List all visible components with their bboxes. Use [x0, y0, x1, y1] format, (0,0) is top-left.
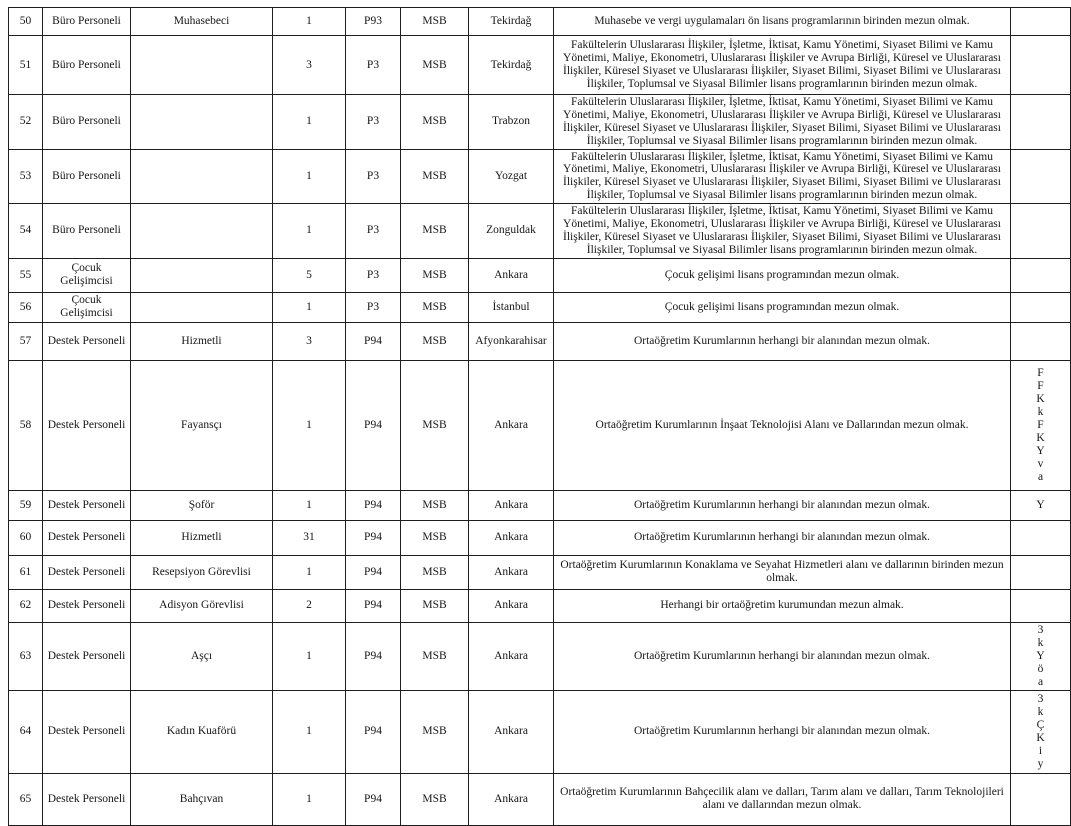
- cell-city: Ankara: [469, 360, 554, 490]
- table-row: [9, 360, 1071, 490]
- cell-institution: MSB: [401, 204, 469, 259]
- cell-city: Ankara: [469, 690, 554, 773]
- cell-clipped-next-column: [1011, 95, 1071, 150]
- cell-personnel-type: Büro Personeli: [43, 8, 131, 36]
- cell-position-title: Şoför: [131, 490, 273, 520]
- cell-position-title: Adisyon Görevlisi: [131, 589, 273, 622]
- cell-clipped-next-column: Y: [1011, 490, 1071, 520]
- cell-personnel-type: Büro Personeli: [43, 204, 131, 259]
- cell-qualification-text: Çocuk gelişimi lisans programından mezun olmak.: [554, 292, 1011, 322]
- cell-position-count: 1: [273, 95, 346, 150]
- cell-qualification-text: Fakültelerin Uluslararası İlişkiler, İşletme, İktisat, Kamu Yönetimi, Siyaset Bilimi ve Kamu Yönetimi, Maliye, Ekonometri, Uluslararası İlişkiler ve Avrupa Birliği, Küresel ve Uluslararası İlişkiler, Küresel Siyaset ve Uluslararası İlişkiler, Siyaset Bilimi, Siyaset Bilimi ve Uluslararası İlişkiler, Toplumsal ve Siyasal Bilimler lisans programlarının birinden mezun olmak.: [554, 204, 1011, 259]
- cell-position-title: [131, 258, 273, 292]
- cell-clipped-next-column: 3 k Ç K i y: [1011, 690, 1071, 773]
- cell-institution: MSB: [401, 490, 469, 520]
- cell-position-count: 1: [273, 204, 346, 259]
- cell-qualification-text: Fakültelerin Uluslararası İlişkiler, İşletme, İktisat, Kamu Yönetimi, Siyaset Bilimi ve Kamu Yönetimi, Maliye, Ekonometri, Uluslararası İlişkiler ve Avrupa Birliği, Küresel ve Uluslararası İlişkiler, Küresel Siyaset ve Uluslararası İlişkiler, Siyaset Bilimi, Siyaset Bilimi ve Uluslararası İlişkiler, Toplumsal ve Siyasal Bilimler lisans programlarının birinden mezun olmak.: [554, 95, 1011, 150]
- cell-position-count: 5: [273, 258, 346, 292]
- cell-qualification-text: Ortaöğretim Kurumlarının İnşaat Teknolojisi Alanı ve Dallarından mezun olmak.: [554, 360, 1011, 490]
- cell-clipped-next-column: 3 k Y ö a: [1011, 622, 1071, 690]
- cell-position-count: 1: [273, 360, 346, 490]
- cell-position-count: 1: [273, 622, 346, 690]
- cell-position-count: 1: [273, 8, 346, 36]
- cell-institution: MSB: [401, 360, 469, 490]
- cell-row-number: 52: [9, 95, 43, 150]
- positions-table: [8, 7, 1071, 826]
- cell-clipped-next-column: F F K k F K Y v a: [1011, 360, 1071, 490]
- cell-city: Ankara: [469, 622, 554, 690]
- table-row: [9, 690, 1071, 773]
- cell-city: Ankara: [469, 773, 554, 825]
- cell-personnel-type: Destek Personeli: [43, 589, 131, 622]
- cell-qualification-text: Ortaöğretim Kurumlarının Konaklama ve Seyahat Hizmetleri alanı ve dallarının birinden mezun olmak.: [554, 555, 1011, 589]
- cell-institution: MSB: [401, 589, 469, 622]
- cell-row-number: 65: [9, 773, 43, 825]
- cell-personnel-type: Destek Personeli: [43, 555, 131, 589]
- cell-row-number: 60: [9, 520, 43, 555]
- cell-exam-code: P94: [346, 490, 401, 520]
- cell-exam-code: P93: [346, 8, 401, 36]
- cell-qualification-text: Çocuk gelişimi lisans programından mezun olmak.: [554, 258, 1011, 292]
- cell-personnel-type: Büro Personeli: [43, 149, 131, 204]
- cell-position-title: Hizmetli: [131, 520, 273, 555]
- cell-personnel-type: Destek Personeli: [43, 322, 131, 360]
- cell-clipped-next-column: [1011, 292, 1071, 322]
- cell-position-count: 1: [273, 690, 346, 773]
- cell-city: Ankara: [469, 490, 554, 520]
- cell-clipped-next-column: [1011, 520, 1071, 555]
- cell-position-title: Muhasebeci: [131, 8, 273, 36]
- cell-qualification-text: Fakültelerin Uluslararası İlişkiler, İşletme, İktisat, Kamu Yönetimi, Siyaset Bilimi ve Kamu Yönetimi, Maliye, Ekonometri, Uluslararası İlişkiler ve Avrupa Birliği, Küresel ve Uluslararası İlişkiler, Küresel Siyaset ve Uluslararası İlişkiler, Siyaset Bilimi, Siyaset Bilimi ve Uluslararası İlişkiler, Toplumsal ve Siyasal Bilimler lisans programlarının birinden mezun olmak.: [554, 149, 1011, 204]
- cell-position-title: [131, 149, 273, 204]
- cell-institution: MSB: [401, 520, 469, 555]
- cell-clipped-next-column: [1011, 773, 1071, 825]
- cell-personnel-type: Çocuk Gelişimcisi: [43, 258, 131, 292]
- cell-position-title: Fayansçı: [131, 360, 273, 490]
- cell-row-number: 61: [9, 555, 43, 589]
- cell-clipped-next-column: [1011, 149, 1071, 204]
- cell-position-title: Bahçıvan: [131, 773, 273, 825]
- table-row: [9, 490, 1071, 520]
- table-row: [9, 204, 1071, 259]
- cell-city: Ankara: [469, 555, 554, 589]
- cell-personnel-type: Çocuk Gelişimcisi: [43, 292, 131, 322]
- cell-qualification-text: Ortaöğretim Kurumlarının herhangi bir alanından mezun olmak.: [554, 322, 1011, 360]
- cell-position-count: 2: [273, 589, 346, 622]
- cell-clipped-next-column: [1011, 322, 1071, 360]
- cell-position-title: [131, 95, 273, 150]
- cell-personnel-type: Destek Personeli: [43, 520, 131, 555]
- cell-row-number: 57: [9, 322, 43, 360]
- cell-row-number: 64: [9, 690, 43, 773]
- cell-institution: MSB: [401, 149, 469, 204]
- cell-exam-code: P94: [346, 360, 401, 490]
- cell-qualification-text: Ortaöğretim Kurumlarının herhangi bir alanından mezun olmak.: [554, 690, 1011, 773]
- cell-city: Ankara: [469, 258, 554, 292]
- cell-personnel-type: Destek Personeli: [43, 622, 131, 690]
- table-row: [9, 95, 1071, 150]
- cell-exam-code: P94: [346, 555, 401, 589]
- cell-exam-code: P3: [346, 204, 401, 259]
- cell-qualification-text: Ortaöğretim Kurumlarının herhangi bir alanından mezun olmak.: [554, 622, 1011, 690]
- cell-position-title: [131, 204, 273, 259]
- cell-row-number: 55: [9, 258, 43, 292]
- table-row: [9, 292, 1071, 322]
- cell-clipped-next-column: [1011, 555, 1071, 589]
- cell-clipped-next-column: [1011, 258, 1071, 292]
- table-row: [9, 555, 1071, 589]
- table-row: [9, 8, 1071, 36]
- cell-position-count: 31: [273, 520, 346, 555]
- cell-row-number: 56: [9, 292, 43, 322]
- cell-exam-code: P3: [346, 292, 401, 322]
- cell-city: Afyonkarahisar: [469, 322, 554, 360]
- cell-position-title: Resepsiyon Görevlisi: [131, 555, 273, 589]
- cell-institution: MSB: [401, 36, 469, 95]
- cell-position-title: Hizmetli: [131, 322, 273, 360]
- cell-exam-code: P3: [346, 149, 401, 204]
- cell-position-count: 1: [273, 149, 346, 204]
- cell-position-count: 1: [273, 773, 346, 825]
- cell-qualification-text: Ortaöğretim Kurumlarının Bahçecilik alanı ve dalları, Tarım alanı ve dalları, Tarım Teknolojileri alanı ve dallarından mezun olmak.: [554, 773, 1011, 825]
- cell-institution: MSB: [401, 622, 469, 690]
- cell-row-number: 50: [9, 8, 43, 36]
- cell-exam-code: P3: [346, 258, 401, 292]
- cell-position-count: 1: [273, 555, 346, 589]
- cell-personnel-type: Destek Personeli: [43, 773, 131, 825]
- cell-qualification-text: Fakültelerin Uluslararası İlişkiler, İşletme, İktisat, Kamu Yönetimi, Siyaset Bilimi ve Kamu Yönetimi, Maliye, Ekonometri, Uluslararası İlişkiler ve Avrupa Birliği, Küresel ve Uluslararası İlişkiler, Küresel Siyaset ve Uluslararası İlişkiler, Siyaset Bilimi, Siyaset Bilimi ve Uluslararası İlişkiler, Toplumsal ve Siyasal Bilimler lisans programlarının birinden mezun olmak.: [554, 36, 1011, 95]
- cell-clipped-next-column: [1011, 204, 1071, 259]
- cell-position-count: 1: [273, 490, 346, 520]
- cell-exam-code: P94: [346, 520, 401, 555]
- cell-clipped-next-column: [1011, 36, 1071, 95]
- cell-personnel-type: Destek Personeli: [43, 690, 131, 773]
- cell-personnel-type: Büro Personeli: [43, 36, 131, 95]
- cell-row-number: 51: [9, 36, 43, 95]
- cell-institution: MSB: [401, 322, 469, 360]
- table-row: [9, 322, 1071, 360]
- cell-institution: MSB: [401, 8, 469, 36]
- cell-personnel-type: Büro Personeli: [43, 95, 131, 150]
- cell-city: Tekirdağ: [469, 8, 554, 36]
- cell-city: Ankara: [469, 589, 554, 622]
- cell-clipped-next-column: [1011, 589, 1071, 622]
- cell-city: Ankara: [469, 520, 554, 555]
- cell-qualification-text: Ortaöğretim Kurumlarının herhangi bir alanından mezun olmak.: [554, 490, 1011, 520]
- cell-exam-code: P94: [346, 322, 401, 360]
- cell-row-number: 58: [9, 360, 43, 490]
- cell-institution: MSB: [401, 95, 469, 150]
- cell-institution: MSB: [401, 292, 469, 322]
- cell-exam-code: P94: [346, 773, 401, 825]
- cell-position-title: [131, 292, 273, 322]
- cell-exam-code: P94: [346, 690, 401, 773]
- cell-exam-code: P3: [346, 95, 401, 150]
- table-row: [9, 520, 1071, 555]
- table-row: [9, 773, 1071, 825]
- cell-city: İstanbul: [469, 292, 554, 322]
- cell-institution: MSB: [401, 690, 469, 773]
- cell-city: Yozgat: [469, 149, 554, 204]
- cell-row-number: 63: [9, 622, 43, 690]
- table-row: [9, 149, 1071, 204]
- cell-qualification-text: Herhangi bir ortaöğretim kurumundan mezun almak.: [554, 589, 1011, 622]
- cell-qualification-text: Ortaöğretim Kurumlarının herhangi bir alanından mezun olmak.: [554, 520, 1011, 555]
- cell-position-title: Kadın Kuaförü: [131, 690, 273, 773]
- cell-institution: MSB: [401, 258, 469, 292]
- positions-table-body: [9, 8, 1071, 826]
- cell-position-count: 3: [273, 36, 346, 95]
- cell-city: Zonguldak: [469, 204, 554, 259]
- cell-position-count: 1: [273, 292, 346, 322]
- cell-row-number: 59: [9, 490, 43, 520]
- cell-row-number: 54: [9, 204, 43, 259]
- cell-institution: MSB: [401, 555, 469, 589]
- cell-position-title: Aşçı: [131, 622, 273, 690]
- table-row: [9, 36, 1071, 95]
- cell-institution: MSB: [401, 773, 469, 825]
- cell-row-number: 53: [9, 149, 43, 204]
- cell-qualification-text: Muhasebe ve vergi uygulamaları ön lisans programlarının birinden mezun olmak.: [554, 8, 1011, 36]
- cell-city: Trabzon: [469, 95, 554, 150]
- table-row: [9, 589, 1071, 622]
- cell-city: Tekirdağ: [469, 36, 554, 95]
- cell-exam-code: P94: [346, 589, 401, 622]
- cell-exam-code: P3: [346, 36, 401, 95]
- table-row: [9, 622, 1071, 690]
- cell-row-number: 62: [9, 589, 43, 622]
- cell-exam-code: P94: [346, 622, 401, 690]
- cell-personnel-type: Destek Personeli: [43, 490, 131, 520]
- table-row: [9, 258, 1071, 292]
- cell-clipped-next-column: [1011, 8, 1071, 36]
- cell-personnel-type: Destek Personeli: [43, 360, 131, 490]
- cell-position-count: 3: [273, 322, 346, 360]
- cell-position-title: [131, 36, 273, 95]
